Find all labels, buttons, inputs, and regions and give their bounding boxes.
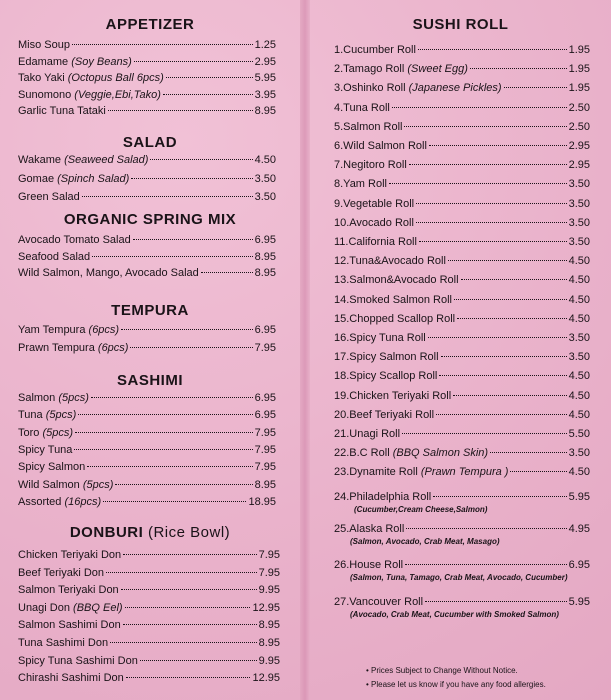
menu-item-price: 3.50 (568, 216, 590, 229)
dot-leader (441, 356, 567, 357)
menu-item (334, 101, 590, 115)
menu-item-note: (Octopus Ball 6pcs) (67, 72, 164, 84)
menu-item-name: Edamame (18, 55, 69, 68)
menu-item (334, 427, 590, 441)
menu-item-price: 4.95 (568, 523, 590, 535)
menu-item (18, 460, 276, 474)
menu-item-name: Toro (18, 426, 40, 439)
dot-leader (115, 484, 252, 485)
menu-item (18, 548, 280, 562)
menu-item (334, 522, 590, 536)
menu-item-name: Beef Teriyaki Don (18, 566, 105, 579)
menu-item (18, 104, 276, 118)
menu-item-note: (6pcs) (88, 324, 120, 336)
menu-item-name: 15.Chopped Scallop Roll (334, 312, 456, 325)
menu-item-name: 17.Spicy Salmon Roll (334, 351, 439, 364)
menu-item-description: (Salmon, Tuna, Tamago, Crab Meat, Avocado, Cucumber) (350, 573, 568, 582)
section-heading (0, 302, 300, 319)
menu-item-name: Tuna Sashimi Don (18, 637, 109, 649)
dot-leader (453, 395, 566, 396)
menu-item-note: (5pcs) (45, 409, 77, 422)
menu-item-name: Salmon Teriyaki Don (18, 584, 119, 597)
menu-item-price: 4.50 (568, 466, 590, 479)
menu-item-name: 5.Salmon Roll (334, 120, 403, 133)
menu-item (18, 55, 276, 69)
menu-item (334, 331, 590, 345)
menu-item-name: Green Salad (18, 191, 80, 203)
menu-item-name: 12.Tuna&Avocado Roll (334, 255, 446, 268)
dot-leader (131, 178, 252, 179)
menu-item (334, 595, 590, 609)
menu-item-name: 25.Alaska Roll (334, 523, 405, 535)
menu-item-price: 3.50 (568, 332, 590, 344)
dot-leader (448, 260, 567, 261)
menu-item (18, 391, 276, 405)
menu-item-price: 5.95 (568, 491, 590, 503)
menu-item-note: (Spinch Salad) (57, 172, 130, 185)
menu-item-note: (Prawn Tempura ) (420, 466, 509, 479)
menu-item-price: 4.50 (568, 274, 590, 287)
menu-item (18, 566, 280, 580)
menu-item (18, 583, 280, 597)
menu-item-price: 4.50 (568, 293, 590, 306)
menu-item (334, 408, 590, 422)
menu-item (18, 654, 280, 668)
menu-item-note: (5pcs) (58, 392, 89, 404)
menu-item-note: (Japanese Pickles) (408, 82, 502, 95)
section-heading (0, 134, 300, 151)
menu-item-name: Spicy Tuna (18, 443, 73, 456)
dot-leader (72, 44, 253, 45)
dot-leader (130, 347, 252, 348)
menu-item-price: 3.50 (568, 447, 590, 460)
menu-item (334, 62, 590, 76)
menu-item-name: 26.House Roll (334, 559, 404, 571)
section-heading (0, 211, 300, 228)
menu-item-price: 3.50 (568, 197, 590, 210)
menu-item-price: 3.50 (568, 236, 590, 248)
menu-item-name: Spicy Salmon (18, 461, 86, 474)
dot-leader (404, 126, 566, 127)
menu-item-name: 16.Spicy Tuna Roll (334, 332, 426, 344)
dot-leader (110, 642, 256, 643)
menu-item-price: 2.50 (568, 120, 590, 133)
menu-item-note: (Seaweed Salad) (64, 154, 149, 166)
menu-item (334, 120, 590, 134)
menu-item (18, 341, 276, 355)
menu-item-name: 4.Tuna Roll (334, 101, 390, 114)
menu-item-price: 2.95 (568, 159, 590, 172)
menu-item-name: Gomae (18, 172, 55, 185)
menu-item-name: 19.Chicken Teriyaki Roll (334, 389, 452, 402)
menu-item-name: 10.Avocado Roll (334, 216, 414, 229)
menu-item-price: 1.95 (568, 44, 590, 56)
dot-leader (140, 660, 257, 661)
menu-item-note: (Sweet Egg) (407, 63, 468, 76)
menu-item (334, 312, 590, 326)
dot-leader (163, 94, 253, 95)
menu-item (334, 139, 590, 153)
dot-leader (121, 329, 252, 330)
menu-item-name: Wakame (18, 154, 61, 166)
dot-leader (78, 414, 252, 415)
menu-item-price: 7.95 (254, 443, 276, 456)
menu-item (18, 443, 276, 457)
menu-item (18, 323, 276, 337)
dot-leader (74, 449, 252, 450)
menu-item-price: 2.95 (254, 55, 276, 68)
menu-item-description: (Salmon, Avocado, Crab Meat, Masago) (350, 537, 500, 546)
menu-item-name: 7.Negitoro Roll (334, 159, 407, 172)
menu-item-note: (Veggie,Ebi,Tako) (74, 88, 161, 101)
menu-item-name: 1.Cucumber Roll (334, 44, 416, 56)
dot-leader (150, 159, 252, 160)
menu-item-price: 1.25 (254, 39, 276, 51)
menu-item-price: 4.50 (568, 408, 590, 421)
menu-item-name: Tako Yaki (18, 72, 65, 84)
dot-leader (75, 432, 253, 433)
menu-item-price: 6.95 (254, 324, 276, 336)
page-fold (300, 0, 310, 700)
dot-leader (429, 145, 567, 146)
menu-item-note: (5pcs) (82, 478, 114, 491)
dot-leader (123, 624, 257, 625)
dot-leader (108, 110, 253, 111)
menu-item-name: 3.Oshinko Roll (334, 82, 406, 95)
dot-leader (87, 466, 252, 467)
dot-leader (133, 239, 253, 240)
menu-item (18, 266, 276, 280)
menu-item-name: Salmon Sashimi Don (18, 619, 121, 632)
menu-item-price: 7.95 (254, 426, 276, 439)
dot-leader (121, 589, 257, 590)
menu-item-name: 6.Wild Salmon Roll (334, 140, 427, 152)
dot-leader (166, 77, 253, 78)
menu-item-name: 18.Spicy Scallop Roll (334, 370, 438, 383)
section-title: SALAD (122, 134, 178, 151)
menu-item-name: Chicken Teriyaki Don (18, 549, 122, 561)
menu-item (18, 601, 280, 615)
menu-item (18, 478, 276, 492)
section-title: SUSHI ROLL (412, 16, 509, 33)
menu-item (18, 408, 276, 422)
menu-item-note: (5pcs) (42, 426, 74, 439)
dot-leader (416, 203, 566, 204)
menu-item (18, 153, 276, 167)
section-title: TEMPURA (111, 302, 189, 319)
menu-item (18, 88, 276, 102)
dot-leader (419, 241, 567, 242)
menu-item (334, 558, 590, 572)
menu-item-name: Sunomono (18, 88, 72, 101)
menu-item-name: 8.Yam Roll (334, 178, 387, 191)
dot-leader (418, 49, 567, 50)
dot-leader (454, 299, 567, 300)
menu-item-price: 3.50 (254, 172, 276, 185)
menu-item-price: 6.95 (254, 409, 276, 422)
dot-leader (490, 452, 567, 453)
menu-item-price: 8.95 (254, 250, 276, 263)
menu-item-price: 4.50 (254, 154, 276, 166)
menu-item (334, 369, 590, 383)
menu-item (18, 71, 276, 85)
menu-item-price: 4.50 (568, 389, 590, 402)
dot-leader (82, 196, 253, 197)
dot-leader (405, 564, 566, 565)
menu-item-name: 14.Smoked Salmon Roll (334, 293, 453, 306)
menu-item-price: 7.95 (254, 461, 276, 474)
dot-leader (425, 601, 567, 602)
dot-leader (416, 222, 567, 223)
menu-item-note: (BBQ Eel) (73, 601, 123, 614)
menu-item-price: 8.95 (258, 619, 280, 632)
menu-item (18, 190, 276, 204)
menu-item-note: (16pcs) (64, 495, 102, 508)
menu-item-price: 4.50 (568, 255, 590, 268)
section-subtitle: (Rice Bowl) (147, 524, 231, 541)
section-title: ORGANIC SPRING MIX (63, 211, 237, 228)
menu-item-price: 6.95 (254, 234, 276, 246)
menu-item-name: 11.California Roll (334, 236, 417, 248)
menu-item-price: 1.95 (568, 82, 590, 95)
dot-leader (123, 554, 256, 555)
dot-leader (389, 183, 567, 184)
menu-item-price: 12.95 (252, 601, 280, 614)
menu-item (18, 38, 276, 52)
menu-item (334, 81, 590, 95)
menu-item-name: 9.Vegetable Roll (334, 197, 415, 210)
menu-item-price: 18.95 (248, 495, 276, 508)
dot-leader (433, 496, 566, 497)
menu-item-price: 4.50 (568, 312, 590, 325)
menu-item-name: 23.Dynamite Roll (334, 466, 418, 479)
menu-item-price: 12.95 (252, 672, 280, 685)
menu-item-name: Wild Salmon (18, 478, 80, 491)
menu-item-note: (6pcs) (97, 341, 129, 354)
dot-leader (428, 337, 567, 338)
menu-item-name: Salmon (18, 392, 56, 404)
menu-item-price: 3.50 (254, 191, 276, 203)
menu-item-price: 3.50 (568, 351, 590, 364)
menu-item (18, 426, 276, 440)
menu-item-price: 9.95 (258, 584, 280, 597)
menu-item-price: 8.95 (258, 637, 280, 649)
menu-item (334, 273, 590, 287)
menu-item (334, 158, 590, 172)
menu-item-name: Spicy Tuna Sashimi Don (18, 654, 138, 667)
dot-leader (457, 318, 566, 319)
menu-item-price: 3.50 (568, 178, 590, 191)
menu-item (334, 197, 590, 211)
menu-item-price: 6.95 (568, 559, 590, 571)
dot-leader (402, 433, 567, 434)
menu-item (334, 490, 590, 504)
footer-note: • Prices Subject to Change Without Notice. (366, 666, 518, 675)
menu-item-name: Seafood Salad (18, 250, 91, 263)
dot-leader (439, 375, 566, 376)
menu-item (334, 350, 590, 364)
menu-item (334, 465, 590, 479)
dot-leader (91, 397, 253, 398)
menu-item-description: (Cucumber,Cream Cheese,Salmon) (354, 505, 488, 514)
menu-item-name: Chirashi Sashimi Don (18, 672, 124, 685)
dot-leader (470, 68, 567, 69)
menu-item (334, 216, 590, 230)
menu-item-name: Assorted (18, 495, 62, 508)
dot-leader (504, 87, 567, 88)
section-heading (0, 372, 300, 389)
menu-item-price: 8.95 (254, 478, 276, 491)
menu-item-name: 13.Salmon&Avocado Roll (334, 274, 459, 287)
menu-item-name: Unagi Don (18, 601, 70, 614)
dot-leader (201, 272, 253, 273)
menu-item-note: (BBQ Salmon Skin) (392, 447, 489, 460)
menu-item (18, 636, 280, 650)
menu-item (18, 671, 280, 685)
menu-item-price: 7.95 (258, 566, 280, 579)
menu-item-price: 5.95 (568, 596, 590, 608)
menu-item-price: 4.50 (568, 370, 590, 383)
menu-item-price: 7.95 (258, 549, 280, 561)
dot-leader (436, 414, 567, 415)
menu-item-price: 5.50 (568, 428, 590, 440)
menu-item-name: Wild Salmon, Mango, Avocado Salad (18, 267, 199, 279)
menu-item-name: Prawn Tempura (18, 341, 95, 354)
menu-item-name: 22.B.C Roll (334, 447, 390, 460)
menu-item-name: 24.Philadelphia Roll (334, 491, 432, 503)
section-heading (0, 524, 300, 541)
menu-item-name: 27.Vancouver Roll (334, 596, 424, 608)
dot-leader (125, 607, 251, 608)
menu-item-price: 7.95 (254, 341, 276, 354)
dot-leader (409, 164, 567, 165)
dot-leader (406, 528, 566, 529)
section-title: DONBURI (69, 524, 144, 541)
menu-item-description: (Avocado, Crab Meat, Cucumber with Smoked Salmon) (350, 610, 559, 619)
menu-item-price: 1.95 (568, 63, 590, 76)
menu-item-price: 5.95 (254, 72, 276, 84)
menu-item (334, 235, 590, 249)
menu-item-price: 6.95 (254, 392, 276, 404)
menu-item-name: Yam Tempura (18, 324, 86, 336)
menu-item (334, 254, 590, 268)
menu-item (334, 446, 590, 460)
menu-item (334, 293, 590, 307)
menu-item (334, 177, 590, 191)
section-title: SASHIMI (116, 372, 183, 389)
menu-item-name: 2.Tamago Roll (334, 63, 405, 76)
dot-leader (510, 471, 566, 472)
dot-leader (126, 677, 251, 678)
dot-leader (461, 279, 567, 280)
section-heading (310, 16, 611, 33)
menu-item-price: 2.95 (568, 140, 590, 152)
footer-note: • Please let us know if you have any food allergies. (366, 680, 546, 689)
section-title: APPETIZER (105, 16, 195, 33)
menu-item-name: Avocado Tomato Salad (18, 234, 131, 246)
menu-item-name: Garlic Tuna Tataki (18, 105, 106, 117)
dot-leader (134, 61, 253, 62)
menu-item (18, 495, 276, 509)
section-heading (0, 16, 300, 33)
menu-item-price: 8.95 (254, 267, 276, 279)
menu-item (18, 233, 276, 247)
dot-leader (92, 256, 252, 257)
dot-leader (392, 107, 567, 108)
menu-item-name: Tuna (18, 409, 43, 422)
menu-item (18, 618, 280, 632)
menu-item-price: 2.50 (568, 101, 590, 114)
dot-leader (103, 501, 246, 502)
menu-item (18, 172, 276, 186)
menu-item-price: 8.95 (254, 105, 276, 117)
menu-item-name: 21.Unagi Roll (334, 428, 401, 440)
menu-item (334, 389, 590, 403)
menu-item-name: Miso Soup (18, 39, 70, 51)
menu-item-name: 20.Beef Teriyaki Roll (334, 408, 435, 421)
menu-item (334, 43, 590, 57)
menu-item-price: 3.95 (254, 88, 276, 101)
menu-item (18, 250, 276, 264)
menu-item-note: (Soy Beans) (71, 55, 132, 68)
menu-item-price: 9.95 (258, 654, 280, 667)
dot-leader (106, 572, 257, 573)
